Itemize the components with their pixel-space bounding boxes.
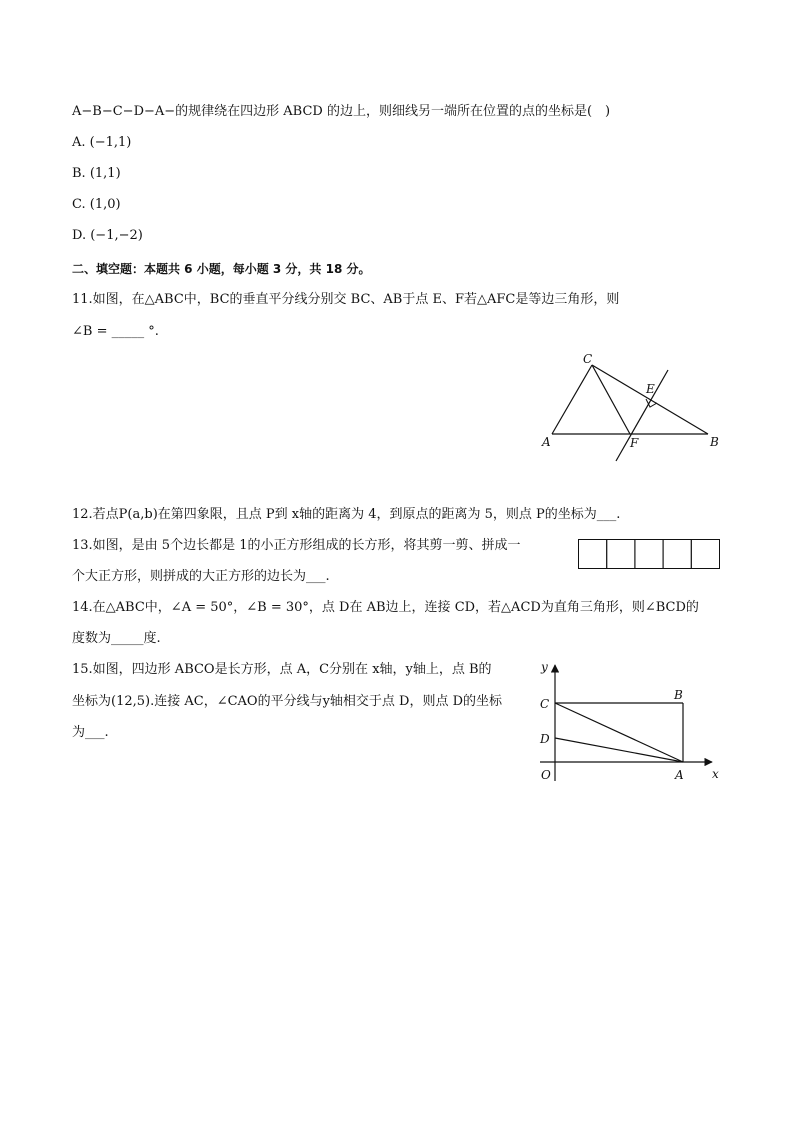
q13-line2: 个大正方形，则拼成的大正方形的边长为___.: [72, 569, 330, 584]
label-f: F: [630, 436, 639, 450]
q14-line2: 度数为_____度.: [72, 631, 161, 646]
q15-line2: 坐标为(12,5).连接 AC，∠CAO的平分线与y轴相交于点 D，则点 D的坐标: [72, 694, 503, 709]
label-x: x: [712, 767, 719, 781]
q10-stem: A−B−C−D−A−的规律绕在四边形 ABCD 的边上，则细线另一端所在位置的点的坐标是( ): [72, 104, 611, 119]
q12-line1: 12.若点P(a,b)在第四象限，且点 P到 x轴的距离为 4，到原点的距离为 5，则点 P的坐标为___.: [72, 507, 621, 522]
label-e: E: [646, 382, 655, 396]
segment-cf: [592, 365, 630, 434]
label-a: A: [542, 435, 551, 449]
segment-ca: [555, 703, 683, 762]
label-b: B: [674, 688, 683, 702]
label-o: O: [541, 768, 551, 782]
label-a: A: [675, 768, 684, 782]
square-1: [579, 540, 607, 569]
label-d: D: [540, 732, 550, 746]
segment-da: [555, 738, 683, 762]
q13-line1: 13.如图，是由 5个边长都是 1的小正方形组成的长方形，将其剪一剪、拼成一: [72, 538, 521, 553]
square-3: [635, 540, 663, 569]
q11-line2: ∠B = _____ °.: [72, 324, 159, 339]
square-5: [691, 540, 719, 569]
section-heading: 二、填空题：本题共 6 小题，每小题 3 分，共 18 分。: [72, 262, 371, 276]
square-4: [663, 540, 691, 569]
q11-line1: 11.如图，在△ABC中，BC的垂直平分线分别交 BC、AB于点 E、F若△AFC是等边三角形，则: [72, 292, 620, 307]
five-squares-figure: [578, 539, 720, 569]
square-2: [607, 540, 635, 569]
label-c: C: [540, 697, 550, 711]
label-y: y: [541, 660, 548, 674]
q10-option-b: B. (1,1): [72, 166, 121, 181]
label-b: B: [710, 435, 719, 449]
q11-figure: [530, 345, 730, 465]
q10-option-a: A. (−1,1): [72, 135, 132, 150]
q10-option-c: C. (1,0): [72, 197, 121, 212]
q15-line3: 为___.: [72, 725, 109, 740]
q14-line1: 14.在△ABC中，∠A = 50°，∠B = 30°，点 D在 AB边上，连接 CD，若△ACD为直角三角形，则∠BCD的: [72, 600, 699, 615]
segment-cb: [592, 365, 708, 434]
q10-option-d: D. (−1,−2): [72, 228, 143, 243]
label-c: C: [583, 352, 593, 366]
q15-line1: 15.如图，四边形 ABCO是长方形，点 A，C分别在 x轴，y轴上，点 B的: [72, 662, 492, 677]
q15-figure: [532, 655, 732, 790]
segment-ac: [552, 365, 592, 434]
